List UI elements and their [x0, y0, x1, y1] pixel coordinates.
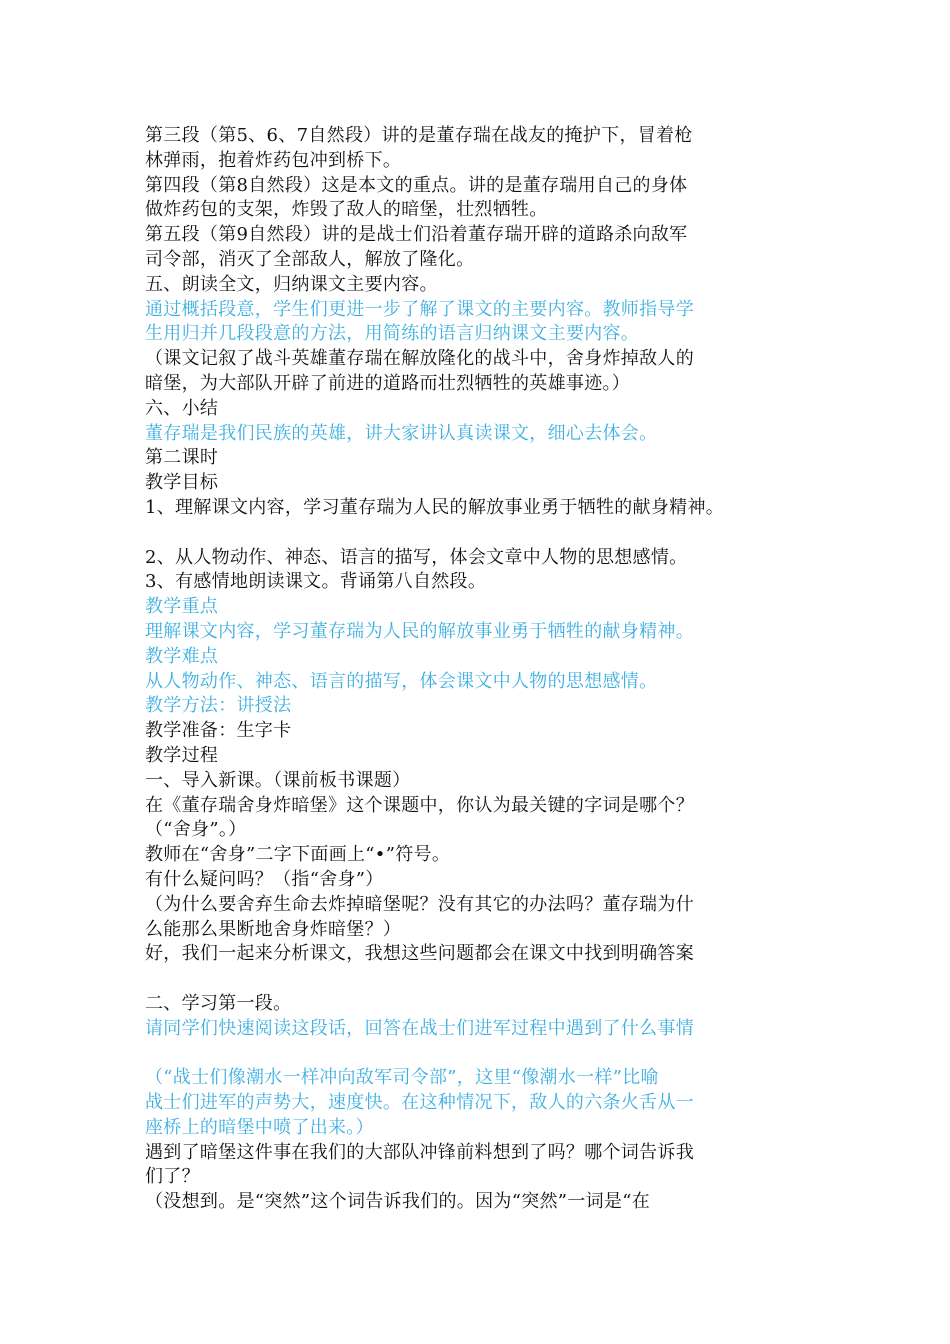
text-line: 第二课时 — [145, 447, 219, 469]
text-line: 遇到了暗堡这件事在我们的大部队冲锋前料想到了吗？哪个词告诉我 — [145, 1141, 694, 1163]
text-line: 六、小结 — [145, 397, 219, 419]
text-line: 二、学习第一段。 — [145, 992, 292, 1014]
text-line: 教学目标 — [145, 472, 219, 494]
text-line: 做炸药包的支架，炸毁了敌人的暗堡，壮烈牺牲。 — [145, 199, 548, 221]
text-line: 教学方法：讲授法 — [145, 695, 292, 717]
text-line: 第四段（第8自然段）这是本文的重点。讲的是董存瑞用自己的身体 — [145, 174, 688, 196]
text-line: 生用归并几段段意的方法，用简练的语言归纳课文主要内容。 — [145, 323, 640, 345]
text-line: 司令部，消灭了全部敌人，解放了隆化。 — [145, 248, 475, 270]
text-line: 从人物动作、神态、语言的描写，体会课文中人物的思想感情。 — [145, 670, 658, 692]
text-line: 么能那么果断地舍身炸暗堡？） — [145, 918, 402, 940]
blank-line — [145, 967, 765, 992]
text-line: 有什么疑问吗？（指“舍身”） — [145, 868, 384, 890]
text-line: （“舍身”。） — [145, 819, 247, 841]
text-line: 通过概括段意，学生们更进一步了解了课文的主要内容。教师指导学 — [145, 298, 694, 320]
text-line: 1、理解课文内容，学习董存瑞为人民的解放事业勇于牺牲的献身精神。 — [145, 496, 725, 518]
blank-line — [145, 521, 765, 546]
text-line: （“战士们像潮水一样冲向敌军司令部”，这里“像潮水一样”比喻 — [145, 1067, 659, 1089]
text-line: 林弹雨，抱着炸药包冲到桥下。 — [145, 149, 402, 171]
text-line: 在《董存瑞舍身炸暗堡》这个课题中，你认为最关键的字词是哪个？ — [145, 794, 694, 816]
text-line: 教学准备：生字卡 — [145, 720, 292, 742]
text-line: 座桥上的暗堡中喷了出来。） — [145, 1116, 374, 1138]
text-line: （为什么要舍弃生命去炸掉暗堡呢？没有其它的办法吗？董存瑞为什 — [145, 893, 694, 915]
text-line: （课文记叙了战斗英雄董存瑞在解放隆化的战斗中，舍身炸掉敌人的 — [145, 348, 694, 370]
text-line: 请同学们快速阅读这段话，回答在战士们进军过程中遇到了什么事情 — [145, 1017, 694, 1039]
text-line: 暗堡，为大部队开辟了前进的道路而壮烈牺牲的英雄事迹。） — [145, 372, 631, 394]
text-line: 第五段（第9自然段）讲的是战士们沿着董存瑞开辟的道路杀向敌军 — [145, 224, 688, 246]
text-line: 教学过程 — [145, 744, 219, 766]
text-line: 理解课文内容，学习董存瑞为人民的解放事业勇于牺牲的献身精神。 — [145, 620, 694, 642]
text-line: 2、从人物动作、神态、语言的描写，体会文章中人物的思想感情。 — [145, 546, 688, 568]
text-line: 一、导入新课。（课前板书课题） — [145, 769, 411, 791]
text-line: 五、朗读全文，归纳课文主要内容。 — [145, 273, 438, 295]
text-line: 教学重点 — [145, 596, 219, 618]
text-line: 好，我们一起来分析课文，我想这些问题都会在课文中找到明确答案 — [145, 943, 694, 965]
text-line: 们了？ — [145, 1166, 200, 1188]
text-line: 战士们进军的声势大，速度快。在这种情况下，敌人的六条火舌从一 — [145, 1092, 694, 1114]
blank-line — [145, 1041, 765, 1066]
text-line: 3、有感情地朗读课文。背诵第八自然段。 — [145, 571, 487, 593]
document-body — [145, 124, 765, 1215]
text-line: （没想到。是“突然”这个词告诉我们的。因为“突然”一词是“在 — [145, 1191, 651, 1213]
text-line: 教师在“舍身”二字下面画上“•”符号。 — [145, 844, 451, 866]
text-line: 教学难点 — [145, 645, 219, 667]
text-line: 董存瑞是我们民族的英雄，讲大家讲认真读课文，细心去体会。 — [145, 422, 658, 444]
text-line: 第三段（第5、6、7自然段）讲的是董存瑞在战友的掩护下，冒着枪 — [145, 125, 693, 146]
